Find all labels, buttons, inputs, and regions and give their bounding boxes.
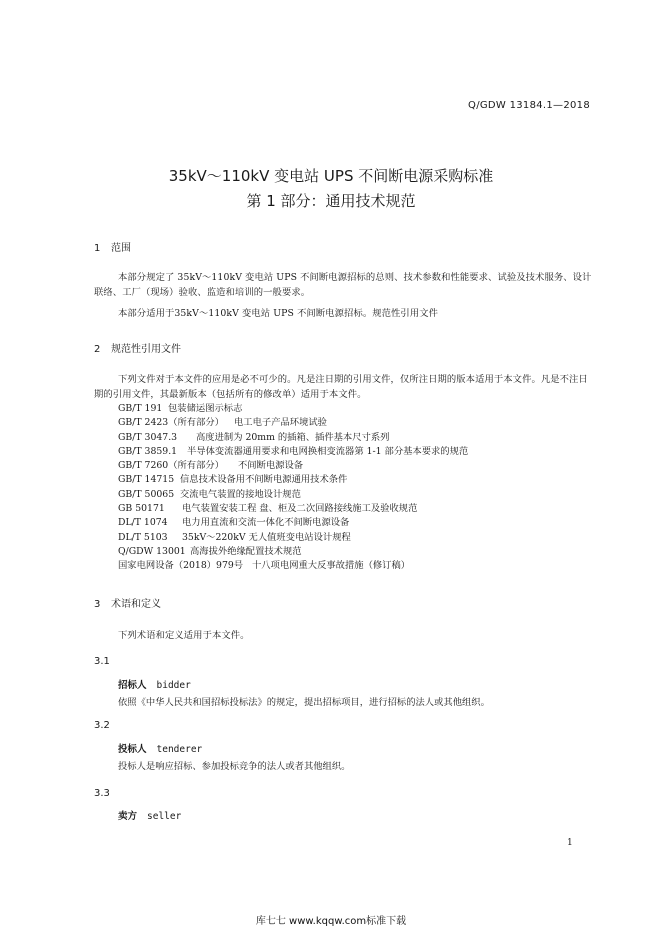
term-definition: 投标人是响应招标、参加投标竞争的法人或者其他组织。 [118, 761, 351, 772]
term-zh: 卖方 [118, 811, 138, 822]
section-number: 3 [94, 599, 101, 610]
section-2-heading [94, 343, 181, 357]
reference-item: GB/T 14715 信息技术设备用不间断电源通用技术条件 [118, 474, 348, 486]
section-title: 术语和定义 [111, 599, 161, 610]
term-en: tenderer [156, 744, 203, 755]
section-2-intro: 下列文件对于本文件的应用是必不可少的。凡是注日期的引用文件，仅所注日期的版本适用于本文件。凡是不注日期的引用文件，其最新版本（包括所有的修改单）适用于本文件。 [94, 374, 588, 400]
document-code: Q/GDW 13184.1—2018 [468, 100, 590, 111]
section-1-paragraph-2: 本部分适用于35kV～110kV 变电站 UPS 不间断电源招标。规范性引用文件 [118, 308, 439, 319]
term-number: 3.1 [94, 656, 110, 667]
section-3-intro: 下列术语和定义适用于本文件。 [118, 630, 250, 641]
section-title: 规范性引用文件 [111, 344, 181, 355]
reference-item: Q/GDW 13001 高海拔外绝缘配置技术规范 [118, 545, 302, 557]
reference-item: DL/T 1074 电力用直流和交流一体化不间断电源设备 [118, 517, 350, 529]
reference-item: GB/T 2423（所有部分） 电工电子产品环境试验 [118, 417, 327, 429]
reference-item: GB 50171 电气装置安装工程 盘、柜及二次回路接线施工及验收规范 [118, 503, 418, 515]
term-heading [118, 679, 191, 693]
term-en: seller [147, 811, 182, 822]
document-subtitle: 第 1 部分：通用技术规范 [246, 192, 416, 210]
term-zh: 招标人 [118, 680, 147, 691]
reference-item: GB/T 191 包装储运图示标志 [118, 403, 243, 414]
section-3-heading [94, 598, 161, 612]
reference-item: 国家电网设备（2018）979号 十八项电网重大反事故措施（修订稿） [118, 560, 411, 572]
reference-list [118, 402, 468, 574]
term-heading [118, 810, 181, 824]
reference-item: GB/T 50065 交流电气装置的接地设计规范 [118, 488, 301, 500]
section-number: 2 [94, 344, 101, 355]
section-1-heading [94, 242, 131, 256]
term-zh: 投标人 [118, 744, 147, 755]
page-number: 1 [567, 838, 573, 848]
term-definition: 依照《中华人民共和国招标投标法》的规定，提出招标项目，进行招标的法人或其他组织。 [118, 697, 490, 708]
document-title: 35kV～110kV 变电站 UPS 不间断电源采购标准 [168, 167, 494, 185]
reference-item: DL/T 5103 35kV～220kV 无人值班变电站设计规程 [118, 531, 351, 543]
footer-watermark: 库七七 www.kqqw.com标准下载 [255, 916, 407, 927]
reference-item: GB/T 3859.1 半导体变流器通用要求和电网换相变流器第 1-1 部分基本要求的规范 [118, 445, 469, 457]
term-heading [118, 743, 202, 757]
section-1-paragraph-1: 本部分规定了 35kV～110kV 变电站 UPS 不间断电源招标的总则、技术参数和性能要求、试验及技术服务、设计联络、工厂（现场）验收、监造和培训的一般要求。 [94, 272, 592, 298]
section-title: 范围 [111, 243, 131, 254]
reference-item: GB/T 3047.3 高度进制为 20mm 的插箱、插件基本尺寸系列 [118, 431, 390, 443]
reference-item: GB/T 7260（所有部分） 不间断电源设备 [118, 460, 304, 472]
term-number: 3.2 [94, 720, 110, 731]
term-number: 3.3 [94, 788, 110, 799]
section-number: 1 [94, 243, 101, 254]
term-en: bidder [156, 680, 191, 691]
